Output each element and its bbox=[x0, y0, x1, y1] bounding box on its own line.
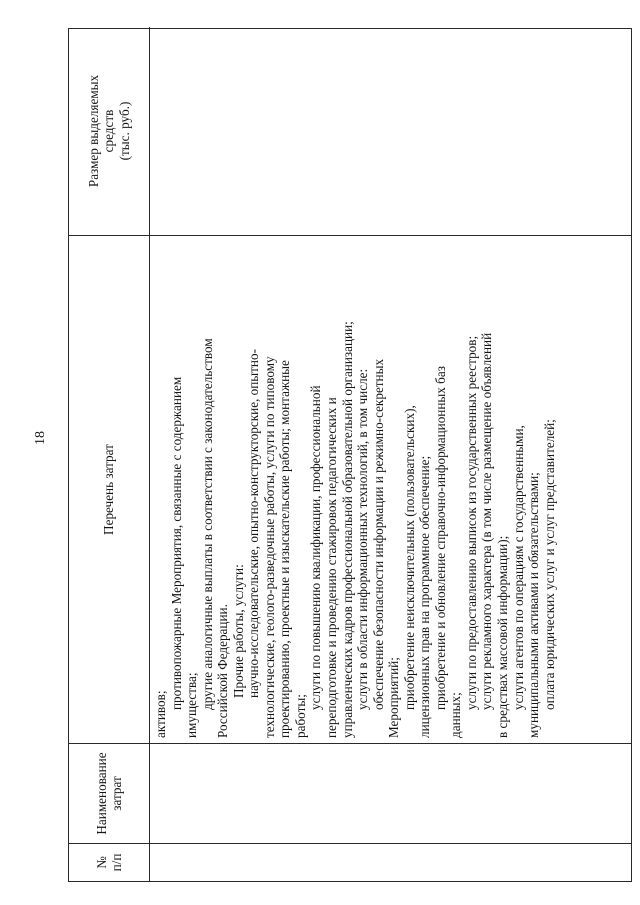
list-line: научно-исследовательские, опытно-конструкторские, опытно- bbox=[246, 349, 262, 698]
row-name-cell bbox=[150, 743, 631, 843]
header-num-line: п/п bbox=[109, 853, 124, 872]
expense-table bbox=[68, 28, 632, 882]
list-line: услуги в области информационных технологий, в том числе: bbox=[355, 368, 371, 710]
list-line: Российской Федерации. bbox=[215, 604, 231, 738]
list-line: услуги рекламного характера (в том числе размещение объявлений bbox=[479, 332, 495, 710]
header-amount bbox=[69, 27, 150, 235]
header-amount-line: средств bbox=[101, 109, 117, 153]
list-line: противопожарные Мероприятия, связанные с содержанием bbox=[168, 376, 184, 710]
list-line: Мероприятий; bbox=[386, 657, 402, 738]
header-num bbox=[69, 843, 150, 881]
list-line: оплата юридических услуг и услуг представителей; bbox=[541, 419, 557, 710]
header-num-line: № bbox=[93, 856, 109, 869]
list-line: обеспечение безопасности информации и режимно-секретных bbox=[370, 358, 386, 710]
list-line: муниципальными активами и обязательствами; bbox=[526, 472, 542, 738]
list-line: лицензионных прав на программное обеспечение; bbox=[417, 455, 433, 738]
list-line: Прочие работы, услуги: bbox=[230, 564, 246, 698]
header-name-line: затрат bbox=[109, 776, 124, 811]
header-name-line: Наименование bbox=[93, 752, 109, 835]
list-line: в средствах массовой информации); bbox=[495, 535, 511, 738]
header-amount-line: Размер выделяемых bbox=[85, 74, 101, 188]
list-line: активов; bbox=[153, 690, 168, 738]
list-line: услуги по повышению квалификации, профессиональной bbox=[308, 385, 324, 710]
row-num-cell bbox=[150, 843, 631, 881]
list-line: работы; bbox=[292, 694, 308, 738]
list-line: услуги агентов по операциям с государственными, bbox=[510, 425, 526, 710]
list-line: переподготовке и проведению стажировок педагогических и bbox=[324, 397, 340, 738]
header-amount-line: (тыс. руб.) bbox=[116, 101, 132, 161]
list-line: проектированию, проектные и изыскательские работы; монтажные bbox=[277, 360, 293, 738]
list-line: данных; bbox=[448, 692, 464, 738]
header-name bbox=[69, 743, 150, 843]
list-line: приобретение неисключительных (пользовательских), bbox=[401, 405, 417, 710]
header-list bbox=[69, 235, 150, 743]
list-line: услуги по предоставлению выписок из государственных реестров; bbox=[463, 335, 479, 710]
list-line: имущества; bbox=[184, 672, 200, 738]
list-line: технологические, геолого-разведочные работы, услуги по типовому bbox=[261, 356, 277, 738]
list-line: управленческих кадров профессиональной образовательной организации; bbox=[339, 321, 355, 738]
list-line: приобретение и обновление справочно-информационных баз bbox=[432, 366, 448, 710]
row-list-cell bbox=[150, 235, 631, 743]
list-line: другие аналогичные выплаты в соответствии с законодательством bbox=[199, 338, 215, 710]
row-amount-cell bbox=[150, 27, 631, 235]
page-number: 18 bbox=[33, 431, 48, 445]
header-list-line: Перечень затрат bbox=[101, 444, 117, 535]
